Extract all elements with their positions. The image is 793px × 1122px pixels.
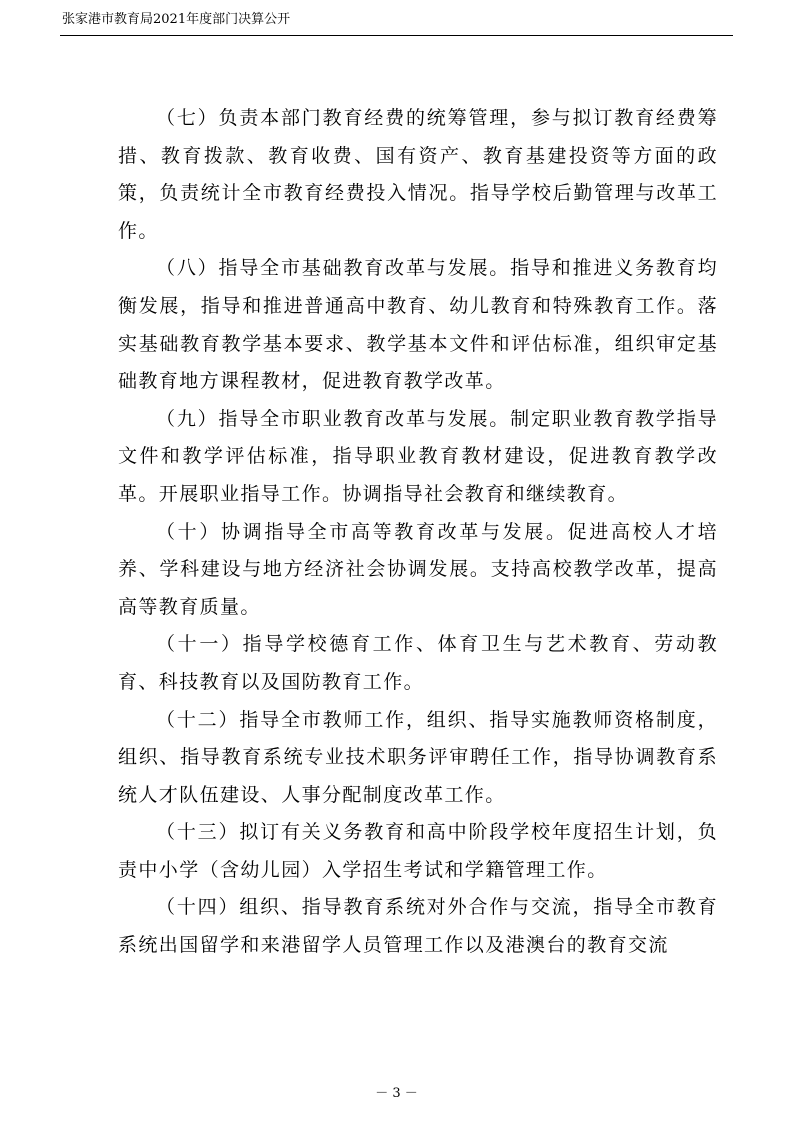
paragraph-7: （七）负责本部门教育经费的统筹管理，参与拟订教育经费筹措、教育拨款、教育收费、国有资产、教育基建投资等方面的政策，负责统计全市教育经费投入情况。指导学校后勤管理与改革工作。 <box>118 107 718 242</box>
paragraph-13: （十三）拟订有关义务教育和高中阶段学校年度招生计划，负责中小学（含幼儿园）入学招生考试和学籍管理工作。 <box>118 821 718 881</box>
document-body <box>118 100 718 965</box>
header-divider <box>60 35 733 36</box>
paragraph-10: （十）协调指导全市高等教育改革与发展。促进高校人才培养、学科建设与地方经济社会协调发展。支持高校教学改革，提高高等教育质量。 <box>118 520 718 618</box>
page-number: － 3 － <box>375 1086 418 1101</box>
paragraph-12: （十二）指导全市教师工作，组织、指导实施教师资格制度，组织、指导教育系统专业技术职务评审聘任工作，指导协调教育系统人才队伍建设、人事分配制度改革工作。 <box>118 708 718 806</box>
paragraph-8: （八）指导全市基础教育改革与发展。指导和推进义务教育均衡发展，指导和推进普通高中教育、幼儿教育和特殊教育工作。落实基础教育教学基本要求、教学基本文件和评估标准，组织审定基础教育地方课程教材，促进教育教学改革。 <box>118 257 718 393</box>
paragraph-11: （十一）指导学校德育工作、体育卫生与艺术教育、劳动教育、科技教育以及国防教育工作。 <box>118 633 718 693</box>
paragraph-14: （十四）组织、指导教育系统对外合作与交流，指导全市教育系统出国留学和来港留学人员管理工作以及港澳台的教育交流 <box>118 896 718 957</box>
paragraph-9: （九）指导全市职业教育改革与发展。制定职业教育教学指导文件和教学评估标准，指导职业教育教材建设，促进教育教学改革。开展职业指导工作。协调指导社会教育和继续教育。 <box>118 407 718 505</box>
page-header-title: 张家港市教育局2021年度部门决算公开 <box>62 12 291 27</box>
